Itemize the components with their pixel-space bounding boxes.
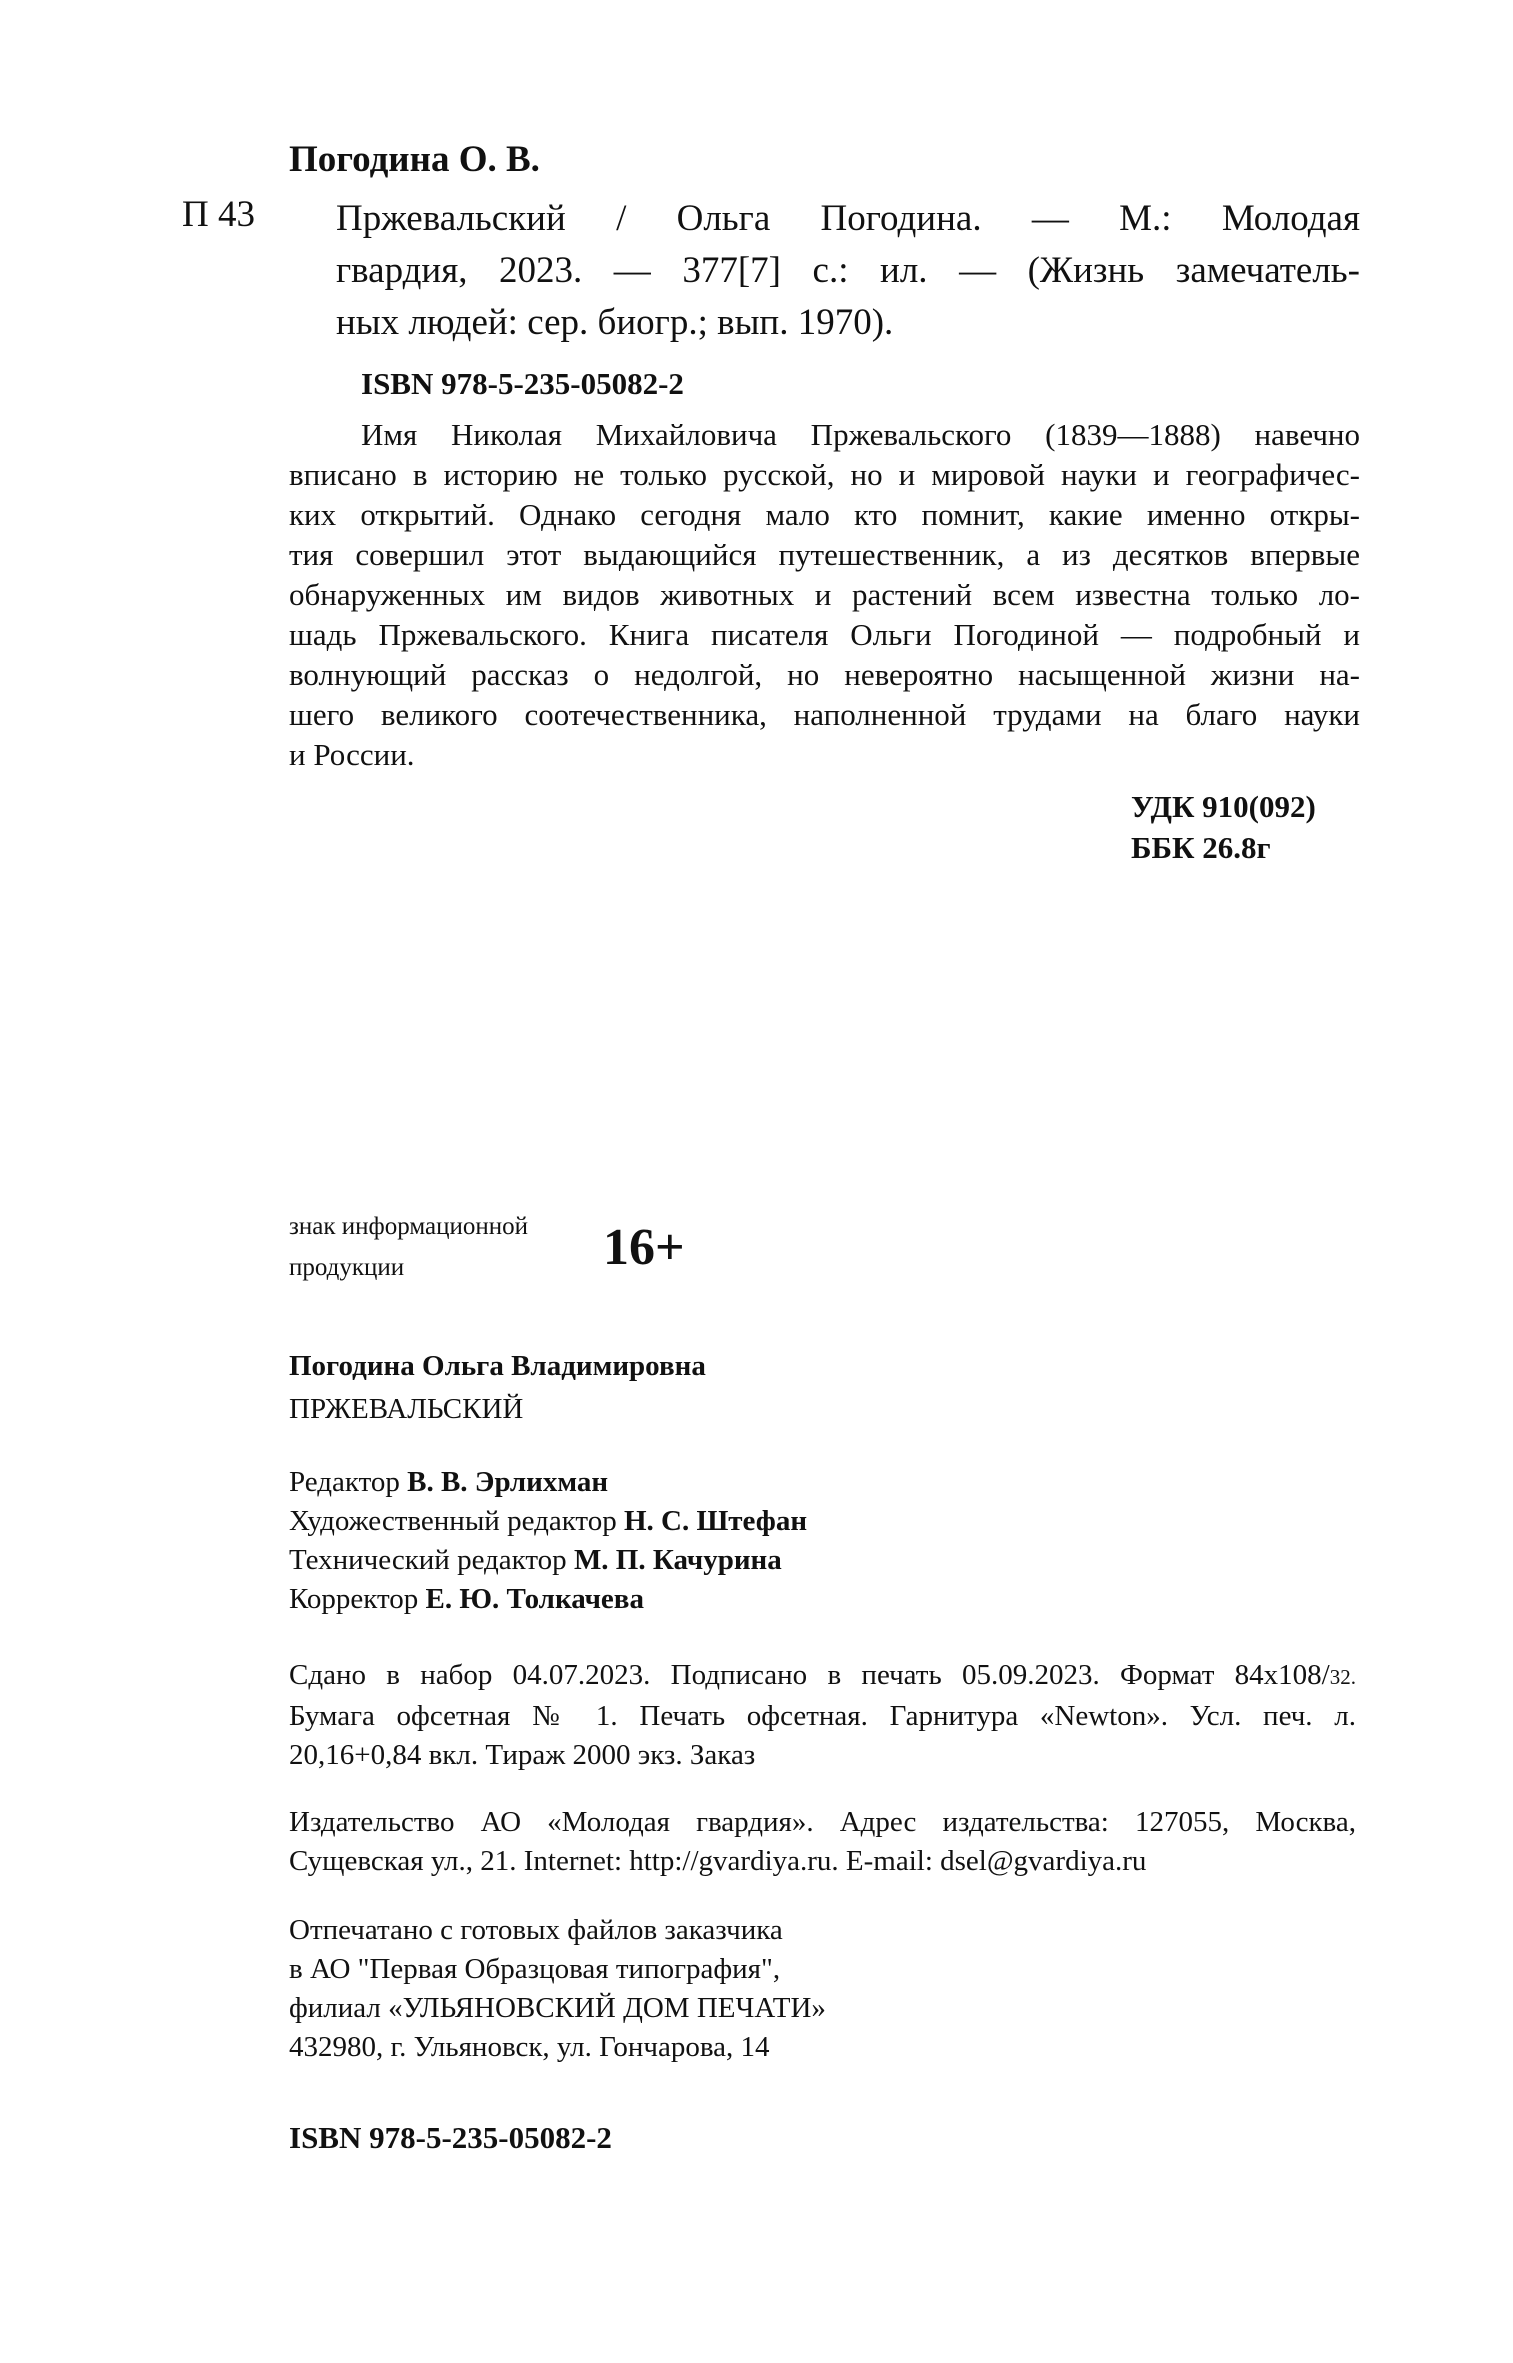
credit-editor — [289, 1466, 608, 1499]
age-rating-label: продукции — [289, 1254, 405, 1281]
annotation-line: вписано в историю не только русской, но и мировой науки и географичес- — [289, 457, 1360, 492]
annotation-line: тия совершил этот выдающийся путешественник, а из десятков впервые — [289, 537, 1360, 572]
bbk-code: ББК 26.8г — [1131, 830, 1271, 865]
printer-line: в АО "Первая Образцовая типография", — [289, 1953, 781, 1985]
technical-line — [289, 1656, 1356, 1697]
annotation-line: шего великого соотечественника, наполненной трудами на благо науки — [289, 697, 1360, 732]
printer-line: Отпечатано с готовых файлов заказчика — [289, 1914, 783, 1946]
age-rating-mark: 16+ — [603, 1219, 685, 1276]
format-denominator: 32. — [1329, 1665, 1356, 1689]
annotation — [289, 415, 1360, 775]
credit-name: М. П. Качурина — [573, 1544, 782, 1576]
isbn-imprint: ISBN 978-5-235-05082-2 — [289, 2120, 612, 2155]
bibliographic-line: ных людей: сер. биогр.; вып. 1970). — [336, 302, 894, 343]
technical-line: Бумага офсетная № 1. Печать офсетная. Гарнитура «Newton». Усл. печ. л. — [289, 1700, 1356, 1732]
publisher-info — [289, 1803, 1356, 1881]
author-index-code: П 43 — [182, 194, 255, 235]
credit-name: Е. Ю. Толкачева — [425, 1583, 644, 1615]
udk-code: УДК 910(092) — [1131, 789, 1316, 824]
annotation-line: волнующий рассказ о недолгой, но невероятно насыщенной жизни на- — [289, 657, 1360, 692]
credit-role: Редактор — [289, 1466, 400, 1498]
credit-role: Художественный редактор — [289, 1505, 617, 1537]
printer-info — [289, 1911, 826, 2067]
credit-art-editor — [289, 1505, 807, 1538]
annotation-line: Имя Николая Михайловича Пржевальского (1839—1888) навечно — [361, 417, 1360, 452]
technical-line: 20,16+0,84 вкл. Тираж 2000 экз. Заказ — [289, 1739, 756, 1771]
annotation-line: ких открытий. Однако сегодня мало кто помнит, какие именно откры- — [289, 497, 1360, 532]
publisher-line: Сущевская ул., 21. Internet: http://gvardiya.ru. E-mail: dsel@gvardiya.ru — [289, 1845, 1147, 1877]
credit-name: В. В. Эрлихман — [407, 1466, 609, 1498]
imprint-title: ПРЖЕВАЛЬСКИЙ — [289, 1393, 524, 1425]
bibliographic-line: гвардия, 2023. — 377[7] с.: ил. — (Жизнь замечатель- — [336, 250, 1360, 291]
credit-role: Корректор — [289, 1583, 419, 1615]
credit-proofreader — [289, 1583, 644, 1616]
printer-line: филиал «УЛЬЯНОВСКИЙ ДОМ ПЕЧАТИ» — [289, 1992, 826, 2024]
annotation-line: шадь Пржевальского. Книга писателя Ольги Погодиной — подробный и — [289, 617, 1360, 652]
credit-role: Технический редактор — [289, 1544, 567, 1576]
technical-text: Сдано в набор 04.07.2023. Подписано в печать 05.09.2023. Формат 84х108/ — [289, 1659, 1330, 1691]
age-rating-label: знак информационной — [289, 1213, 528, 1240]
printer-line: 432980, г. Ульяновск, ул. Гончарова, 14 — [289, 2031, 770, 2063]
bibliographic-line: Пржевальский / Ольга Погодина. — М.: Молодая — [336, 198, 1360, 239]
technical-details — [289, 1656, 1356, 1775]
author-heading: Погодина О. В. — [289, 139, 540, 180]
credit-name: Н. С. Штефан — [623, 1505, 808, 1537]
bibliographic-description — [336, 193, 1360, 349]
publisher-line: Издательство АО «Молодая гвардия». Адрес издательства: 127055, Москва, — [289, 1806, 1356, 1838]
credit-technical-editor — [289, 1544, 782, 1577]
annotation-line: и России. — [289, 737, 415, 772]
annotation-line: обнаруженных им видов животных и растений всем известна только ло- — [289, 577, 1360, 612]
imprint-author: Погодина Ольга Владимировна — [289, 1350, 706, 1382]
isbn-catalog: ISBN 978-5-235-05082-2 — [361, 366, 684, 401]
